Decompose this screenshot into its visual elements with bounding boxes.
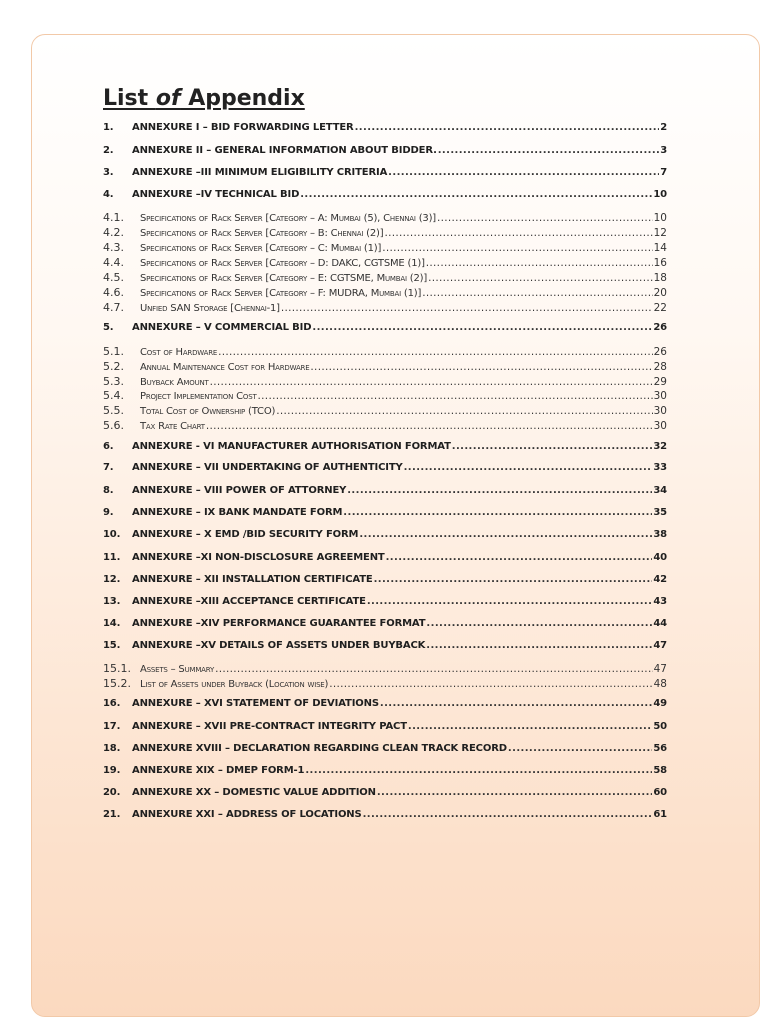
toc-entry-label: ANNEXURE – V COMMERCIAL BID <box>132 322 312 333</box>
toc-entry[interactable] <box>103 787 667 798</box>
toc-entry-page-number: 40 <box>653 552 667 563</box>
toc-entry-number: 18. <box>103 743 121 754</box>
dot-leader <box>363 809 653 820</box>
dot-leader <box>508 743 652 754</box>
toc-entry-label: ANNEXURE XXI – ADDRESS OF LOCATIONS <box>132 809 362 820</box>
toc-entry[interactable] <box>103 574 667 585</box>
dot-leader <box>386 552 653 563</box>
toc-entry-label: Annual Maintenance Cost for Hardware <box>140 362 310 373</box>
toc-entry-label: ANNEXURE – XII INSTALLATION CERTIFICATE <box>132 574 373 585</box>
toc-entry-number: 14. <box>103 618 121 629</box>
dot-leader <box>359 529 652 540</box>
dot-leader <box>388 167 659 178</box>
toc-entry-label: ANNEXURE –XI NON-DISCLOSURE AGREEMENT <box>132 552 385 563</box>
toc-entry-label: ANNEXURE –IV TECHNICAL BID <box>132 189 300 200</box>
toc-entry[interactable] <box>103 529 667 540</box>
toc-entry[interactable] <box>103 743 667 754</box>
toc-subentry[interactable] <box>103 345 667 358</box>
dot-leader <box>276 405 652 417</box>
page-card <box>31 34 760 1017</box>
toc-entry-page-number: 18 <box>653 272 667 284</box>
toc-entry-number: 5.1. <box>103 345 124 358</box>
dot-leader <box>422 287 652 299</box>
toc-entry-page-number: 42 <box>653 574 667 585</box>
dot-leader <box>377 787 653 798</box>
toc-entry-page-number: 30 <box>653 420 667 432</box>
toc-entry-page-number: 28 <box>653 361 667 373</box>
toc-entry-number: 13. <box>103 596 121 607</box>
toc-entry-label: ANNEXURE – X EMD /BID SECURITY FORM <box>132 529 359 540</box>
toc-entry[interactable] <box>103 596 667 607</box>
toc-subentry[interactable] <box>103 241 667 254</box>
toc-entry-page-number: 22 <box>653 302 667 314</box>
toc-entry-number: 9. <box>103 507 114 518</box>
toc-entry-number: 16. <box>103 698 121 709</box>
toc-entry-number: 5.2. <box>103 360 124 373</box>
toc-entry[interactable] <box>103 698 667 709</box>
toc-subentry[interactable] <box>103 301 667 314</box>
dot-leader <box>347 485 652 496</box>
dot-leader <box>426 257 653 269</box>
dot-leader <box>367 596 653 607</box>
toc-subentry[interactable] <box>103 360 667 373</box>
toc-entry-page-number: 35 <box>653 507 667 518</box>
toc-entry-number: 1. <box>103 122 114 133</box>
title-part-appendix: Appendix <box>180 86 305 111</box>
toc-entry-label: ANNEXURE I – BID FORWARDING LETTER <box>132 122 354 133</box>
dot-leader <box>218 346 653 358</box>
toc-entry-label: ANNEXURE – VII UNDERTAKING OF AUTHENTICITY <box>132 462 403 473</box>
dot-leader <box>215 663 653 675</box>
title-part-of: of <box>155 86 181 111</box>
page-title <box>103 86 305 111</box>
dot-leader <box>380 698 652 709</box>
dot-leader <box>355 122 660 133</box>
toc-entry-number: 7. <box>103 462 114 473</box>
dot-leader <box>408 721 652 732</box>
toc-entry-page-number: 12 <box>653 227 667 239</box>
toc-entry-label: ANNEXURE - VI MANUFACTURER AUTHORISATION FORMAT <box>132 441 451 452</box>
dot-leader <box>305 765 652 776</box>
toc-entry-page-number: 20 <box>653 287 667 299</box>
toc-entry-number: 12. <box>103 574 121 585</box>
toc-entry-number: 6. <box>103 441 114 452</box>
toc-entry-number: 4.4. <box>103 256 124 269</box>
toc-entry-page-number: 30 <box>653 390 667 402</box>
toc-entry-label: Project Implementation Cost <box>140 391 257 402</box>
toc-entry[interactable] <box>103 122 667 133</box>
toc-subentry[interactable] <box>103 256 667 269</box>
toc-entry-number: 15.1. <box>103 662 131 675</box>
toc-entry-label: ANNEXURE – XVI STATEMENT OF DEVIATIONS <box>132 698 379 709</box>
toc-entry-number: 15.2. <box>103 677 131 690</box>
toc-entry-label: ANNEXURE – VIII POWER OF ATTORNEY <box>132 485 347 496</box>
toc-subentry[interactable] <box>103 211 667 224</box>
toc-entry-number: 4.1. <box>103 211 124 224</box>
toc-entry-number: 5. <box>103 322 114 333</box>
toc-entry-page-number: 26 <box>653 322 667 333</box>
toc-entry[interactable] <box>103 552 667 563</box>
dot-leader <box>404 462 653 473</box>
toc-entry-page-number: 33 <box>653 462 667 473</box>
toc-entry-page-number: 50 <box>653 721 667 732</box>
dot-leader <box>438 145 659 156</box>
toc-entry-number: 17. <box>103 721 121 732</box>
toc-entry-page-number: 29 <box>653 376 667 388</box>
toc-entry[interactable] <box>103 441 667 452</box>
toc-entry-page-number: 32 <box>653 441 667 452</box>
toc-entry[interactable] <box>103 145 667 156</box>
dot-leader <box>428 272 653 284</box>
toc-entry-number: 15. <box>103 640 121 651</box>
toc-entry-number: 8. <box>103 485 114 496</box>
dot-leader <box>281 302 653 314</box>
toc-entry-page-number: 7 <box>660 167 667 178</box>
toc-entry-page-number: 2 <box>660 122 667 133</box>
toc-entry-page-number: 30 <box>653 405 667 417</box>
toc-entry[interactable] <box>103 618 667 629</box>
toc-entry-page-number: 3 <box>660 145 667 156</box>
toc-entry[interactable] <box>103 462 667 473</box>
toc-entry-label: Tax Rate Chart <box>140 421 205 432</box>
toc-entry-label: Assets – Summary <box>140 664 215 675</box>
toc-entry-label: Specifications of Rack Server [Category – B: Chennai (2)] <box>140 228 384 239</box>
toc-entry-label: ANNEXURE – IX BANK MANDATE FORM <box>132 507 343 518</box>
toc-entry-label: Specifications of Rack Server [Category – F: MUDRA, Mumbai (1)] <box>140 288 422 299</box>
dot-leader <box>343 507 652 518</box>
dot-leader <box>426 618 652 629</box>
dot-leader <box>210 376 653 388</box>
toc-entry[interactable] <box>103 167 667 178</box>
dot-leader <box>258 390 653 402</box>
toc-entry-label: Total Cost of Ownership (TCO) <box>140 406 276 417</box>
title-part-list: List <box>103 86 156 111</box>
toc-entry-page-number: 43 <box>653 596 667 607</box>
dot-leader <box>426 640 652 651</box>
toc-entry-page-number: 49 <box>653 698 667 709</box>
dot-leader <box>437 212 653 224</box>
toc-entry-label: ANNEXURE – XVII PRE-CONTRACT INTEGRITY PACT <box>132 721 407 732</box>
toc-entry[interactable] <box>103 322 667 333</box>
toc-entry-label: Specifications of Rack Server [Category – E: CGTSME, Mumbai (2)] <box>140 273 428 284</box>
toc-entry-page-number: 26 <box>653 346 667 358</box>
toc-entry-label: Buyback Amount <box>140 377 209 388</box>
toc-entry-number: 21. <box>103 809 121 820</box>
dot-leader <box>452 441 653 452</box>
toc-subentry[interactable] <box>103 271 667 284</box>
toc-entry-label: List of Assets under Buyback (Location wise) <box>140 679 329 690</box>
toc-entry-label: Specifications of Rack Server [Category – A: Mumbai (5), Chennai (3)] <box>140 213 436 224</box>
toc-entry-number: 5.5. <box>103 404 124 417</box>
toc-entry-page-number: 16 <box>653 257 667 269</box>
toc-subentry[interactable] <box>103 226 667 239</box>
toc-entry[interactable] <box>103 485 667 496</box>
dot-leader <box>310 361 652 373</box>
toc-entry-page-number: 10 <box>653 212 667 224</box>
dot-leader <box>206 420 653 432</box>
toc-subentry[interactable] <box>103 389 667 402</box>
toc-entry-number: 3. <box>103 167 114 178</box>
toc-entry-number: 20. <box>103 787 121 798</box>
toc-entry-label: ANNEXURE –XIII ACCEPTANCE CERTIFICATE <box>132 596 366 607</box>
toc-subentry[interactable] <box>103 375 667 388</box>
dot-leader <box>312 322 652 333</box>
toc-entry-number: 19. <box>103 765 121 776</box>
toc-entry-label: ANNEXURE XX – DOMESTIC VALUE ADDITION <box>132 787 376 798</box>
toc-entry-page-number: 47 <box>653 663 667 675</box>
toc-entry-label: ANNEXURE XVIII – DECLARATION REGARDING CLEAN TRACK RECORD <box>132 743 507 754</box>
toc-entry-label: Specifications of Rack Server [Category – D: DAKC, CGTSME (1)] <box>140 258 425 269</box>
toc-entry-label: ANNEXURE –III MINIMUM ELIGIBILITY CRITERIA <box>132 167 388 178</box>
toc-entry[interactable] <box>103 765 667 776</box>
toc-entry[interactable] <box>103 507 667 518</box>
toc-entry-number: 2. <box>103 145 114 156</box>
dot-leader <box>382 242 652 254</box>
toc-subentry[interactable] <box>103 662 667 675</box>
toc-entry-page-number: 47 <box>653 640 667 651</box>
toc-entry[interactable] <box>103 721 667 732</box>
toc-subentry[interactable] <box>103 419 667 432</box>
dot-leader <box>329 678 652 690</box>
toc-entry-number: 4.7. <box>103 301 124 314</box>
toc-entry-label: Specifications of Rack Server [Category – C: Mumbai (1)] <box>140 243 382 254</box>
toc-entry-number: 10. <box>103 529 121 540</box>
toc-entry[interactable] <box>103 189 667 200</box>
toc-entry[interactable] <box>103 640 667 651</box>
toc-entry-number: 4. <box>103 189 114 200</box>
toc-entry-page-number: 34 <box>653 485 667 496</box>
dot-leader <box>374 574 653 585</box>
toc-entry-page-number: 56 <box>653 743 667 754</box>
toc-subentry[interactable] <box>103 677 667 690</box>
toc-entry-page-number: 10 <box>653 189 667 200</box>
dot-leader <box>300 189 652 200</box>
toc-entry-page-number: 38 <box>653 529 667 540</box>
toc-entry-page-number: 14 <box>653 242 667 254</box>
toc-entry-number: 4.3. <box>103 241 124 254</box>
toc-entry-number: 4.2. <box>103 226 124 239</box>
toc-entry-label: Cost of Hardware <box>140 347 218 358</box>
toc-entry-label: ANNEXURE II – GENERAL INFORMATION ABOUT BIDDER. <box>132 145 437 156</box>
toc-entry-number: 11. <box>103 552 121 563</box>
dot-leader <box>384 227 652 239</box>
toc-entry-page-number: 58 <box>653 765 667 776</box>
toc-entry-label: Unfied SAN Storage [Chennai-1] <box>140 303 280 314</box>
toc-subentry[interactable] <box>103 286 667 299</box>
toc-entry-number: 5.6. <box>103 419 124 432</box>
toc-subentry[interactable] <box>103 404 667 417</box>
toc-entry-page-number: 61 <box>653 809 667 820</box>
toc-entry-label: ANNEXURE –XIV PERFORMANCE GUARANTEE FORMAT <box>132 618 426 629</box>
toc-entry-number: 4.6. <box>103 286 124 299</box>
toc-entry-number: 4.5. <box>103 271 124 284</box>
toc-entry-page-number: 44 <box>653 618 667 629</box>
toc-entry-number: 5.3. <box>103 375 124 388</box>
toc-entry[interactable] <box>103 809 667 820</box>
toc-entry-label: ANNEXURE –XV DETAILS OF ASSETS UNDER BUYBACK <box>132 640 426 651</box>
toc-entry-page-number: 60 <box>653 787 667 798</box>
toc-entry-page-number: 48 <box>653 678 667 690</box>
toc-entry-number: 5.4. <box>103 389 124 402</box>
toc-entry-label: ANNEXURE XIX – DMEP FORM-1 <box>132 765 305 776</box>
